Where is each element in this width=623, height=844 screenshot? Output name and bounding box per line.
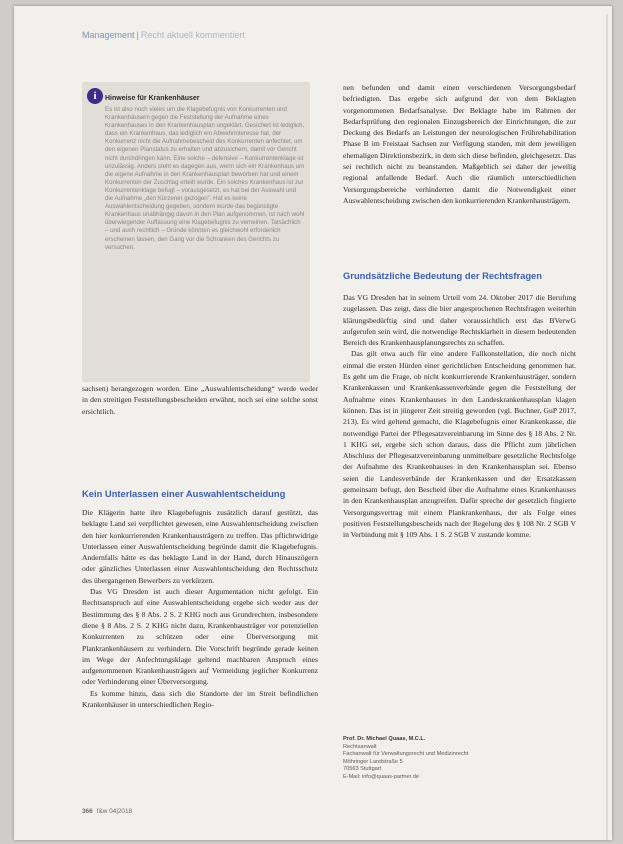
right-column-body xyxy=(343,292,576,541)
left-column-top xyxy=(82,383,318,417)
page-edge xyxy=(606,14,608,840)
left-column-body xyxy=(82,507,318,710)
info-icon: i xyxy=(87,88,103,104)
author-name: Prof. Dr. Michael Quaas, M.C.L. xyxy=(343,736,426,742)
header-section: Management xyxy=(82,30,135,40)
header-separator: | xyxy=(136,30,139,40)
header-subsection: Recht aktuell kommentiert xyxy=(140,30,245,40)
author-line: 70563 Stuttgart xyxy=(343,766,382,773)
paragraph: Die Klägerin hatte ihre Klagebefugnis zusätzlich darauf gestützt, das beklagte Land sei verpflichtet gewesen, eine Auswahlentscheidung zwischen den hier konkurrierenden Krankenhausträgern zu treffen. Das pflichtwidrige Unterlassen einer Auswahlentscheidung begründe damit die Klagebefugnis. Andernfalls hätte es das beklagte Land in der Hand, durch Hinauszögern oder gänzliches Unterlassen einer Auswahlentscheidung den Rechtsschutz des übergangenen Bewerbers zu verkürzen. xyxy=(82,508,318,585)
author-email: E-Mail: info@quaas-partner.de xyxy=(343,773,419,780)
paragraph: Das VG Dresden hat in seinem Urteil vom 24. Oktober 2017 die Berufung zugelassen. Das zeigt, dass die hier angesprochenen Rechtsfragen weiterhin klärungsbedürftig sind und daher voraussichtlich erst das BVerwG aufgerufen sein wird, die notwendige Rechtsklarheit in diesem bedeutenden Bereich des Krankenhausplanungsrechts zu schaffen. xyxy=(343,293,576,348)
paragraph: Es komme hinzu, dass sich die Standorte der im Streit befindlichen Krankenhäuser in unterschiedlichen Regio- xyxy=(82,688,318,710)
paragraph: Das gilt etwa auch für eine andere Fallkonstellation, die noch nicht einmal die ersten Hürden einer gerichtlichen Entscheidung genommen hat. Es geht um die Frage, ob nicht konkurrierende Krankenhausträger, sondern Krankenkassen und Krankenkassenverbände gegen die Feststellung der Aufnahme eines Krankenhauses in den Landeskrankenhausplan klagen können. Das ist in jüngerer Zeit streitig geworden (vgl. Buchner, GuP 2017, 213). Es wird geltend gemacht, die Klagebefugnis einer Krankenkasse, die notwendige Partei der Pflegesatzvereinbarung im Sinne des § 18 Abs. 2 Nr. 1 KHG sei, ergebe sich schon daraus, dass die Pflicht zum jährlichen Abschluss der Pflegesatzvereinbarung unmittelbare gesetzliche Rechtsfolge der Aufnahme des Krankenhauses in den Krankenhausplan sei. Ebenso seien die Landesverbände der Krankenkassen und der Ersatzkassen gemeinsam befugt, den Bescheid über die Aufnahme eines Krankenhauses in den Krankenhausplan anzugreifen. Dafür spreche der gesetzlich fingierte Versorgungsvertrag mit einem Plankrankenhaus, der als Folge eines positiven Feststellungsbescheids nach der Regelung des § 108 Nr. 2 SGB V in Verbindung mit § 109 Abs. 1 S. 2 SGB V zustande komme. xyxy=(343,349,576,540)
section-heading-left: Kein Unterlassen einer Auswahlentscheidung xyxy=(82,488,286,499)
publication-name: f&w 04|2018 xyxy=(96,808,133,815)
page-footer xyxy=(82,808,132,815)
paragraph: sachsen) herangezogen worden. Eine „Auswahlentscheidung“ werde weder in den streitigen Feststellungsbescheiden erwähnt, noch sei eine solche sonst ersichtlich. xyxy=(82,384,318,416)
paragraph: nen befunden und damit einen verschiedenen Versorgungsbedarf befriedigten. Das ergebe sich aufgrund der von dem Beklagten vorgenommenen Bedarfsanalyse. Der Beklagte habe im Rahmen der Bedarfsprüfung den regionalen Einzugsbereich der Einrichtungen, die zur Deckung des Bedarfs an Leistungen der neurologischen Frührehabilitation Phase B im Freistaat Sachsen zur Verfügung standen, mit dem jeweiligen ehemaligen Direktionsbezirk, in dem sich diese befinden, gleichgesetzt. Das sei rechtlich nicht zu beanstanden. Maßgeblich sei daher der jeweilig regional anfallende Bedarf. Auch die räumlich unterschiedlichen Versorgungsbereiche verhinderten damit die Notwendigkeit einer Auswahlentscheidung zwischen den konkurrierenden Krankenhausträgern. xyxy=(343,83,576,205)
author-line: Rechtsanwalt xyxy=(343,743,377,750)
paragraph: Das VG Dresden ist auch dieser Argumentation nicht gefolgt. Ein Rechtsanspruch auf eine Auswahlentscheidung ergebe sich weder aus der Bestimmung des § 8 Abs. 2 S. 2 KHG noch aus Grundrechten, insbesondere diene § 8 Abs. 2 S. 2 KHG nicht dazu, Krankenhausträger vor potenziellen Konkurrenten zu schützen oder eine Überversorgung mit Plankrankenhäusern zu verhindern. Die Vorschrift begründe gerade keinen im Wege der Anfechtungsklage geltend machbaren Anspruch eines aufgenommenen Krankenhausträgers auf Vermeidung jeglicher Konkurrenz oder Verhinderung einer Überversorgung. xyxy=(82,587,318,687)
author-info xyxy=(343,736,493,782)
author-line: Möhringer Landstraße 5 xyxy=(343,758,403,765)
right-column-top xyxy=(343,82,576,206)
author-line: Fachanwalt für Verwaltungsrecht und Medizinrecht xyxy=(343,751,469,758)
running-header xyxy=(82,30,312,40)
section-heading-right: Grundsätzliche Bedeutung der Rechtsfragen xyxy=(343,270,542,281)
page-number: 366 xyxy=(82,808,93,815)
sidebar-text: Es ist also noch vieles um die Klagebefugnis von Konkurrenten und Krankenhäusern gegen die Feststellung der Aufnahme eines Krankenhauses in den Krankenhausplan ungeklärt. Gesichert ist lediglich, dass ein Krankenhaus, das lediglich ein Abwehrinteresse hat, der Konkurrenz nicht die Aufnahmebescheid des Konkurrenten anfechtet, um den eigenen Planstatus zu erhalten und abzusichern, damit vor Gericht nicht durchdringen kann. Eine solche – defensive – Konkurrentenklage ist unzulässig. Anders steht es dagegen aus, wenn sich ein Krankenhaus um die eigene Aufnahme in den Krankenhausplan beworben hat und einem Konkurrenten der Zuschlag erteilt wurde. Ein solches Krankenhaus ist zur Konkurrentenklage befugt – vorausgesetzt, es hat bei der Auswahl und die Aufnahme „den Kürzeren gezogen“. Hat es keine Auswahlentscheidung gegeben, sondern wurde das begünstigte Krankenhaus unabhängig davon in den Plan aufgenommen, ist nach wohl überwiegender Auffassung eine Klagebefugnis zu verneinen. Tatsächlich – und auch rechtlich – Gründe könnten es gleichwohl erforderlich erscheinen lassen, den Gang vor die Schranken des Gerichts zu versuchen. xyxy=(105,106,305,251)
sidebar-title: Hinweise für Krankenhäuser xyxy=(105,95,200,102)
